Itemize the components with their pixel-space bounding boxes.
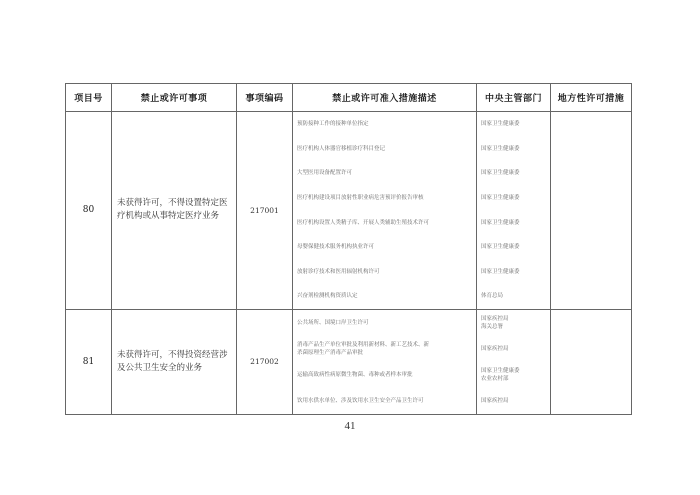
project-number: 80: [66, 112, 112, 310]
measure-desc-cell: [293, 309, 477, 414]
measure-desc: 兴奋剂检测机构资质认定: [297, 293, 358, 300]
central-dept: 国家卫生健康委: [481, 195, 520, 202]
local-measures-cell: [551, 309, 632, 414]
header-central-dept: 中央主管部门: [477, 84, 551, 112]
measure-desc-cont: 杀菌原理生产消毒产品审批: [297, 349, 364, 356]
table-row: [66, 112, 632, 310]
central-dept: 海关总署: [481, 323, 504, 330]
local-measures-cell: [551, 112, 632, 310]
item-code: 217002: [237, 309, 293, 414]
central-dept: 国家疾控局: [481, 397, 509, 404]
central-dept: 国家卫生健康委: [481, 268, 520, 275]
item-cell: [112, 112, 237, 310]
measure-desc: 预防接种工作的接种单位指定: [297, 121, 369, 128]
central-dept: 国家卫生健康委: [481, 121, 520, 128]
page-number: 41: [344, 420, 356, 432]
table-header-row: [66, 84, 632, 112]
central-dept: 国家卫生健康委: [481, 219, 520, 226]
measure-desc: 公共场所、国境口岸卫生许可: [297, 319, 369, 326]
central-dept: 农业农村部: [481, 375, 509, 382]
header-local-measures: 地方性许可措施: [551, 84, 632, 112]
central-dept: 国家卫生健康委: [481, 244, 520, 251]
header-item: 禁止或许可事项: [112, 84, 237, 112]
central-dept: 国家疾控局: [481, 315, 509, 322]
item-text: 未获得许可，不得投资经营涉及公共卫生安全的业务: [117, 349, 228, 373]
measure-desc: 饮用水供水单位、涉及饮用水卫生安全产品卫生许可: [297, 397, 424, 404]
central-dept: 国家疾控局: [481, 345, 509, 352]
table-row: [66, 309, 632, 414]
central-dept-cell: [477, 112, 551, 310]
measure-desc: 运输高致病性病原微生物菌、毒种或者样本审批: [297, 371, 413, 378]
measure-desc: 大型医用设备配置许可: [297, 170, 353, 177]
header-measure-desc: 禁止或许可准入措施描述: [293, 84, 477, 112]
item-text: 未获得许可，不得设置特定医疗机构或从事特定医疗业务: [117, 198, 228, 222]
central-dept: 国家卫生健康委: [481, 145, 520, 152]
central-dept: 体育总局: [481, 293, 504, 300]
measure-desc: 消毒产品生产单位审批及利用新材料、新工艺技术、新: [297, 341, 430, 348]
project-number: 81: [66, 309, 112, 414]
measure-desc: 医疗机构建设项目放射性职业病危害预评价报告审核: [297, 195, 424, 202]
central-dept: 国家卫生健康委: [481, 170, 520, 177]
central-dept: 国家卫生健康委: [481, 367, 520, 374]
permit-table: [65, 83, 632, 415]
central-dept-cell: [477, 309, 551, 414]
measure-desc: 母婴保健技术服务机构执业许可: [297, 244, 375, 251]
measure-desc: 放射诊疗技术和医用辐射机构许可: [297, 268, 380, 275]
header-code: 事项编码: [237, 84, 293, 112]
header-project-no: 项目号: [66, 84, 112, 112]
measure-desc: 医疗机构设置人类精子库、开展人类辅助生殖技术许可: [297, 219, 430, 226]
measure-desc-cell: [293, 112, 477, 310]
measure-desc: 医疗机构人体器官移植诊疗科目登记: [297, 145, 386, 152]
item-cell: [112, 309, 237, 414]
item-code: 217001: [237, 112, 293, 310]
